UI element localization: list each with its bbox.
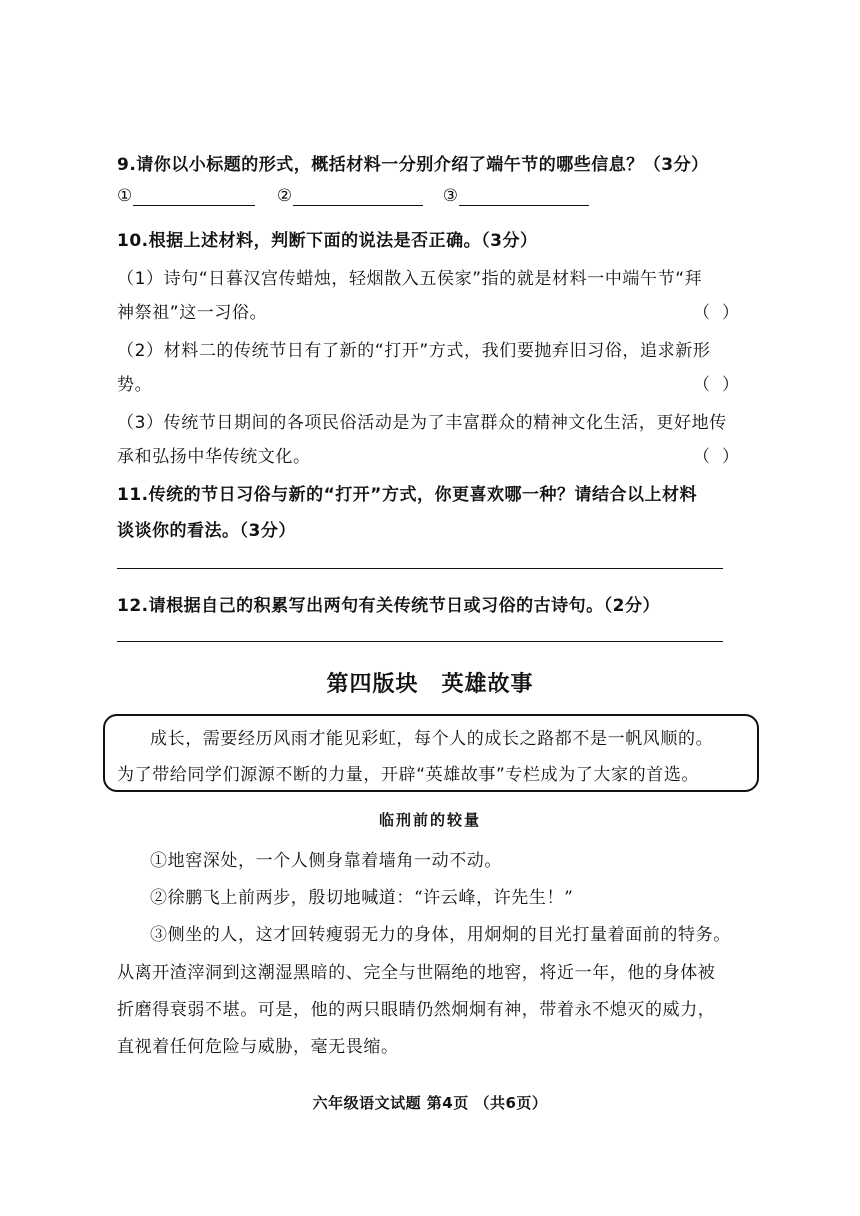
judgment-paren-2[interactable]: （ ） <box>693 375 739 395</box>
q10-item-1-line2: 神祭祖”这一习俗。 <box>117 303 268 323</box>
question-9: 9.请你以小标题的形式，概括材料一分别介绍了端午节的哪些信息？（3分） <box>117 155 709 175</box>
story-paragraph-2: ②徐鹏飞上前两步，殷切地喊道：“许云峰，许先生！” <box>150 888 574 908</box>
answer-blank-3[interactable] <box>459 187 589 206</box>
story-paragraph-3-line4: 直视着任何危险与威胁，毫无畏缩。 <box>117 1037 399 1057</box>
section-title: 第四版块 英雄故事 <box>326 672 534 697</box>
q10-item-2-line1: （2）材料二的传统节日有了新的“打开”方式，我们要抛弃旧习俗，追求新形 <box>117 341 711 361</box>
answer-blank-1[interactable] <box>133 187 255 206</box>
blank-mark-2: ② <box>276 186 293 206</box>
question-10: 10.根据上述材料，判断下面的说法是否正确。（3分） <box>117 231 538 251</box>
answer-line-11[interactable] <box>117 568 723 569</box>
q10-item-3-line1: （3）传统节日期间的各项民俗活动是为了丰富群众的精神文化生活，更好地传 <box>117 413 727 433</box>
q10-item-3-line2: 承和弘扬中华传统文化。 <box>117 447 311 467</box>
judgment-paren-1[interactable]: （ ） <box>693 303 739 323</box>
story-paragraph-3-line3: 折磨得衰弱不堪。可是，他的两只眼睛仍然炯炯有神，带着永不熄灭的威力， <box>117 1000 716 1020</box>
q10-item-1-line1: （1）诗句“日暮汉宫传蜡烛，轻烟散入五侯家”指的就是材料一中端午节“拜 <box>117 269 703 289</box>
story-paragraph-1: ①地窖深处，一个人侧身靠着墙角一动不动。 <box>150 851 502 871</box>
answer-blank-2[interactable] <box>293 187 423 206</box>
question-12: 12.请根据自己的积累写出两句有关传统节日或习俗的古诗句。（2分） <box>117 596 660 616</box>
answer-line-12[interactable] <box>117 641 723 642</box>
intro-line-1: 成长，需要经历风雨才能见彩虹，每个人的成长之路都不是一帆风顺的。 <box>150 729 714 749</box>
q10-item-2-line2: 势。 <box>117 375 153 395</box>
intro-line-2: 为了带给同学们源源不断的力量，开辟“英雄故事”专栏成为了大家的首选。 <box>117 765 700 785</box>
question-11-line1: 11.传统的节日习俗与新的“打开”方式，你更喜欢哪一种？请结合以上材料 <box>117 485 697 505</box>
story-paragraph-3-line2: 从离开渣滓洞到这潮湿黑暗的、完全与世隔绝的地窖，将近一年，他的身体被 <box>117 963 716 983</box>
page-footer: 六年级语文试题 第4页 （共6页） <box>312 1094 548 1112</box>
blank-mark-1: ① <box>117 186 133 206</box>
answer-blanks-row <box>117 186 589 206</box>
story-title: 临刑前的较量 <box>378 811 481 829</box>
question-11-line2: 谈谈你的看法。（3分） <box>117 521 296 541</box>
blank-mark-3: ③ <box>442 186 459 206</box>
judgment-paren-3[interactable]: （ ） <box>693 447 739 467</box>
story-paragraph-3-line1: ③侧坐的人，这才回转瘦弱无力的身体，用炯炯的目光打量着面前的特务。 <box>150 925 731 945</box>
